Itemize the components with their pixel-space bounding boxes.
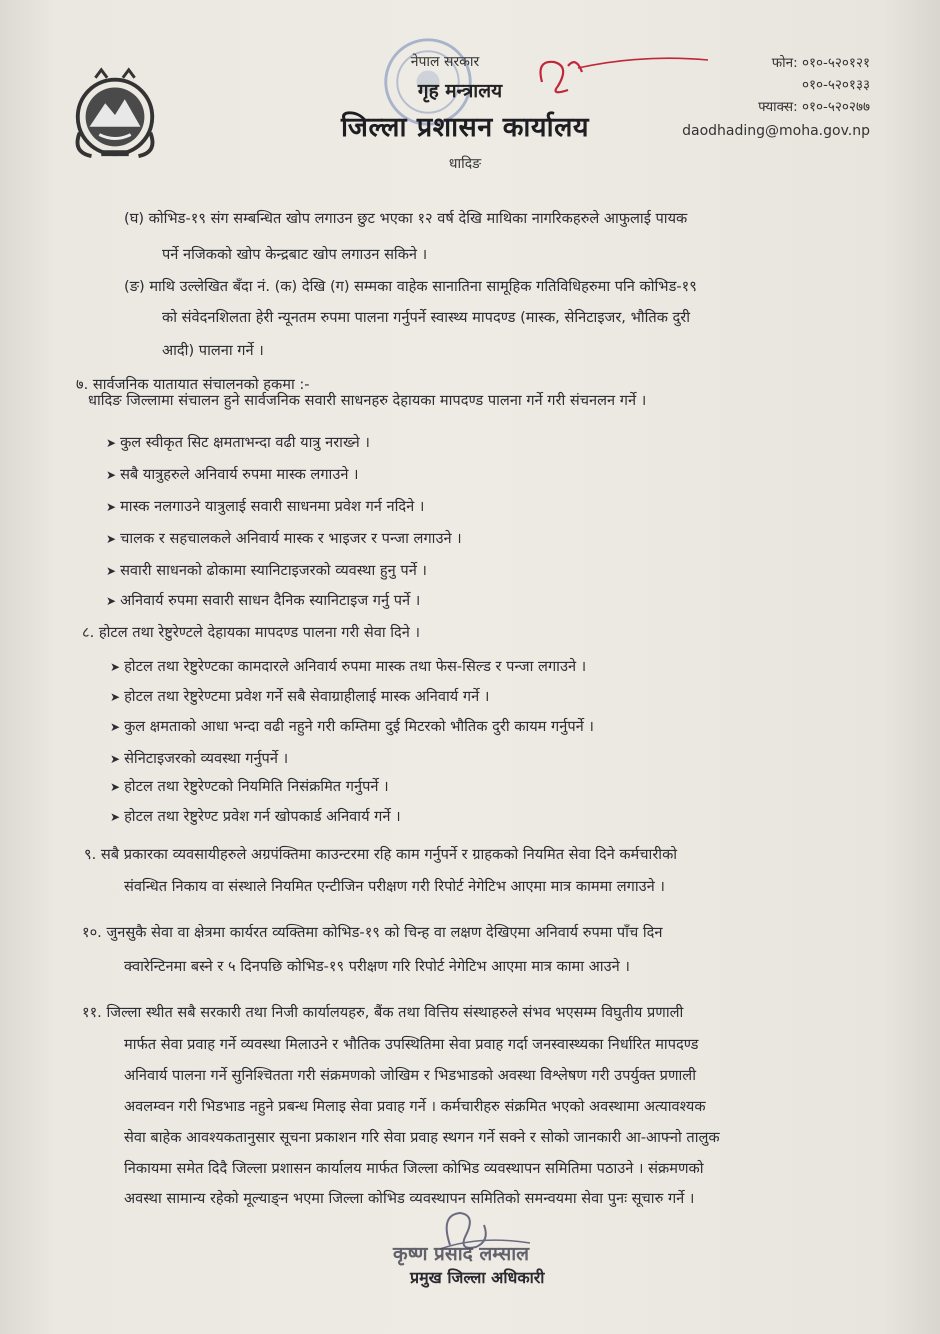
list-item: ➤ होटल तथा रेष्टुरेण्ट प्रवेश गर्न खोपकार्ड अनिवार्य गर्ने ।	[110, 808, 401, 825]
arrow-bullet-icon: ➤	[110, 810, 121, 824]
office-name: जिल्ला प्रशासन कार्यालय	[340, 112, 590, 143]
section-8-heading: ८. होटल तथा रेष्टुरेण्टले देहायका मापदण्ड पालना गरी सेवा दिने ।	[82, 624, 421, 641]
arrow-bullet-icon: ➤	[110, 752, 121, 766]
arrow-bullet-icon: ➤	[110, 660, 121, 674]
phone-line-1	[680, 52, 870, 74]
list-item: ➤ अनिवार्य रुपमा सवारी साधन दैनिक स्यानिटाइज गर्नु पर्ने ।	[106, 592, 421, 609]
arrow-bullet-icon: ➤	[110, 780, 121, 794]
email-address: daodhading@moha.gov.np	[682, 123, 870, 139]
clause-nga-line-3: आदी) पालना गर्ने ।	[162, 342, 264, 359]
section-9-line-1: ९. सबै प्रकारका व्यवसायीहरुले अग्रपंक्तिमा काउन्टरमा रहि काम गर्नुपर्ने र ग्राहकको नियमित सेवा दिने कर्मचारीको	[84, 846, 678, 863]
list-item: ➤ सेनिटाइजरको व्यवस्था गर्नुपर्ने ।	[110, 750, 289, 767]
section-7-heading: ७. सार्वजनिक यातायात संचालनको हकमा :-	[76, 376, 310, 393]
list-item: ➤ चालक र सहचालकले अनिवार्य मास्क र भाइजर र पन्जा लगाउने ।	[106, 530, 462, 547]
signatory-name: कृष्ण प्रसाद लम्साल	[393, 1243, 530, 1265]
fax-label: फ्याक्स:	[758, 99, 798, 115]
list-item: ➤ सबै यात्रुहरुले अनिवार्य रुपमा मास्क लगाउने ।	[106, 466, 359, 483]
section-11-line: अनिवार्य पालना गर्ने सुनिश्चितता गरी संक्रमणको जोखिम र भिडभाडको अवस्था विश्लेषण गरी उपर्युक्त प्रणाली	[124, 1067, 696, 1084]
section-11-line: अवलम्वन गरी भिडभाड नहुने प्रबन्ध मिलाइ सेवा प्रवाह गर्ने । कर्मचारीहरु संक्रमित भएको अवस्थामा अत्यावश्यक	[124, 1098, 706, 1115]
arrow-bullet-icon: ➤	[106, 532, 117, 546]
section-9-line-2: संवन्धित निकाय वा संस्थाले नियमित एन्टीजिन परीक्षण गरी रिपोर्ट नेगेटिभ आएमा मात्र काममा लगाउने ।	[124, 878, 665, 895]
section-11-line: मार्फत सेवा प्रवाह गर्ने व्यवस्था मिलाउने र भौतिक उपस्थितिमा सेवा प्रवाह गर्दा जनस्वास्थ्यका निर्धारित मापदण्ड	[124, 1036, 699, 1053]
arrow-bullet-icon: ➤	[106, 500, 117, 514]
government-name: नेपाल सरकार	[410, 54, 480, 70]
district-name: धादिङ	[448, 156, 482, 172]
arrow-bullet-icon: ➤	[106, 468, 117, 482]
list-item: ➤ कुल क्षमताको आधा भन्दा वढी नहुने गरी कम्तिमा दुई मिटरको भौतिक दुरी कायम गर्नुपर्ने ।	[110, 718, 594, 735]
phone-number-2: ०१०-५२०१३३	[801, 77, 870, 93]
clause-nga-line-1: (ङ) माथि उल्लेखित बँदा नं. (क) देखि (ग) सम्मका वाहेक सानातिना सामूहिक गतिविधिहरुमा पनि कोभिड-१९	[124, 278, 697, 295]
section-11-line: निकायमा समेत दिदै जिल्ला प्रशासन कार्यालय मार्फत जिल्ला कोभिड व्यवस्थापन समितिमा पठाउने । संक्रमणको	[124, 1160, 704, 1177]
section-10-line-1: १०. जुनसुकै सेवा वा क्षेत्रमा कार्यरत व्यक्तिमा कोभिड-१९ को चिन्ह वा लक्षण देखिएमा अनिवार्य रुपमा पाँच दिन	[82, 924, 663, 941]
phone-label: फोन:	[771, 55, 798, 71]
list-item: ➤ होटल तथा रेष्टुरेण्टका कामदारले अनिवार्य रुपमा मास्क तथा फेस-सिल्ड र पन्जा लगाउने ।	[110, 658, 587, 675]
list-item: ➤ होटल तथा रेष्टुरेण्टमा प्रवेश गर्ने सबै सेवाग्राहीलाई मास्क अनिवार्य गर्ने ।	[110, 688, 490, 705]
signatory-title: प्रमुख जिल्ला अधिकारी	[410, 1268, 545, 1287]
section-7-intro: धादिङ जिल्लामा संचालन हुने सार्वजनिक सवारी साधनहरु देहायका मापदण्ड पालना गर्ने गरी संचनलन गर्ने ।	[88, 392, 647, 409]
arrow-bullet-icon: ➤	[106, 594, 117, 608]
section-11-line: अवस्था सामान्य रहेको मूल्याङ्न भएमा जिल्ला कोभिड व्यवस्थापन समितिको समन्वयमा सेवा पुनः सूचारु गर्ने ।	[124, 1190, 695, 1207]
list-item: ➤ सवारी साधनको ढोकामा स्यानिटाइजरको व्यवस्था हुनु पर्ने ।	[106, 562, 427, 579]
arrow-bullet-icon: ➤	[106, 564, 117, 578]
list-item: ➤ मास्क नलगाउने यात्रुलाई सवारी साधनमा प्रवेश गर्न नदिने ।	[106, 498, 425, 515]
clause-gha-line-2: पर्ने नजिकको खोप केन्द्रबाट खोप लगाउन सकिने ।	[162, 246, 428, 263]
arrow-bullet-icon: ➤	[110, 690, 121, 704]
nepal-emblem-icon	[66, 64, 164, 162]
clause-nga-line-2: को संवेदनशिलता हेरी न्यूनतम रुपमा पालना गर्नुपर्ने स्वास्थ्य मापदण्ड (मास्क, सेनिटाइजर, भौतिक दुरी	[162, 309, 691, 326]
section-11-line: सेवा बाहेक आवश्यकतानुसार सूचना प्रकाशन गरि सेवा प्रवाह स्थगन गर्ने सक्ने र सोको जानकारी आ-आफ्नो तालुक	[124, 1129, 720, 1146]
section-11-line: ११. जिल्ला स्थीत सबै सरकारी तथा निजी कार्यालयहरु, बैंक तथा वित्तिय संस्थाहरुले संभव भएसम्म विघुतीय प्रणाली	[82, 1004, 684, 1021]
arrow-bullet-icon: ➤	[110, 720, 121, 734]
list-item: ➤ होटल तथा रेष्टुरेण्टको नियमिति निसंक्रमित गर्नुपर्ने ।	[110, 778, 389, 795]
list-item: ➤ कुल स्वीकृत सिट क्षमताभन्दा वढी यात्रु नराख्ने ।	[106, 434, 370, 451]
arrow-bullet-icon: ➤	[106, 436, 117, 450]
phone-number-1: ०१०-५२०१२१	[801, 55, 870, 71]
fax-line	[680, 96, 870, 118]
ministry-name: गृह मन्त्रालय	[417, 80, 503, 102]
fax-number: ०१०-५२०२७७	[801, 99, 870, 115]
letterhead-title	[300, 52, 630, 173]
contact-block	[680, 52, 870, 142]
clause-gha-line-1: (घ) कोभिड-१९ संग सम्बन्धित खोप लगाउन छुट भएका १२ वर्ष देखि माथिका नागरिकहरुले आफुलाई पायक	[124, 210, 688, 227]
section-10-line-2: क्वारेन्टिनमा बस्ने र ५ दिनपछि कोभिड-१९ परीक्षण गरि रिपोर्ट नेगेटिभ आएमा मात्र कामा आउने ।	[124, 958, 630, 975]
